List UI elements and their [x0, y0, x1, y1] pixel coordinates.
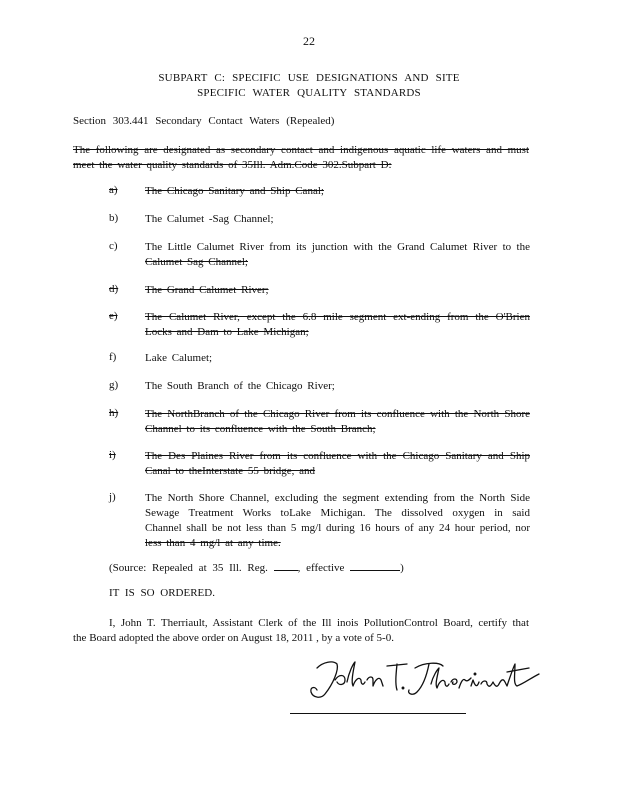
item-d-label: d)	[109, 283, 119, 295]
source-middle: , effective	[297, 562, 345, 574]
subpart-heading-line-2: SPECIFIC WATER QUALITY STANDARDS	[197, 87, 421, 99]
certification-line-2: the Board adopted the above order on August 18, 2011 , by a vote of 5-0.	[73, 632, 394, 644]
item-e-label: e)	[109, 310, 118, 322]
item-j-line-1: The North Shore Channel, excluding the segment extending from the North Side	[145, 492, 530, 504]
item-a-label: a)	[109, 184, 118, 196]
item-j-line-3: Channel shall be not less than 5 mg/l during 16 hours of any 24 hour period, nor	[145, 522, 530, 534]
item-e-line-1: The Calumet River, except the 6.8 mile segment ext-ending from the O'Brien	[145, 311, 530, 323]
item-c-line-1: The Little Calumet River from its junction with the Grand Calumet River to the	[145, 241, 530, 253]
certification-line-1: I, John T. Therriault, Assistant Clerk of the Ill inois PollutionControl Board, certify that	[109, 617, 529, 629]
item-b-text: The Calumet -Sag Channel;	[145, 213, 274, 225]
page-number: 22	[303, 34, 315, 48]
item-c-text	[145, 240, 530, 270]
source-note	[109, 560, 404, 574]
item-c-line-2: Calumet Sag Channel;	[145, 256, 248, 268]
item-g-label: g)	[109, 379, 119, 391]
item-d-text: The Grand Calumet River;	[145, 284, 269, 296]
item-e-text	[145, 310, 530, 340]
item-j-text	[145, 491, 530, 551]
item-c-label: c)	[109, 240, 118, 252]
section-title: Section 303.441 Secondary Contact Waters (Repealed)	[73, 115, 335, 127]
item-h-line-2: Channel to its confluence with the South Branch;	[145, 423, 376, 435]
item-g-text: The South Branch of the Chicago River;	[145, 380, 335, 392]
item-f-text: Lake Calumet;	[145, 352, 213, 364]
order-statement: IT IS SO ORDERED.	[109, 587, 215, 599]
source-blank-register	[274, 560, 298, 571]
item-i-text	[145, 449, 530, 479]
item-h-text	[145, 407, 530, 437]
subpart-heading-line-1: SUBPART C: SPECIFIC USE DESIGNATIONS AND SITE	[158, 72, 460, 84]
item-f-label: f)	[109, 351, 117, 363]
item-b-label: b)	[109, 212, 119, 224]
item-h-line-1: The NorthBranch of the Chicago River from its confluence with the North Shore	[145, 408, 530, 420]
source-blank-effective	[350, 560, 400, 571]
signature-line	[290, 713, 466, 714]
handwritten-signature	[303, 654, 543, 702]
intro-paragraph	[73, 143, 529, 173]
intro-line-1: The following are designated as secondary contact and indigenous aquatic life waters and must	[73, 144, 529, 156]
item-h-label: h)	[109, 407, 119, 419]
item-a-text: The Chicago Sanitary and Ship Canal;	[145, 185, 324, 197]
item-i-line-2: Canal to theInterstate 55 bridge, and	[145, 465, 316, 477]
certification-paragraph	[73, 616, 529, 646]
item-e-line-2: Locks and Dam to Lake Michigan;	[145, 326, 309, 338]
source-prefix: (Source: Repealed at 35 Ill. Reg.	[109, 562, 268, 574]
intro-line-2: meet the water quality standards of 35Ill. Adm.Code 302.Subpart D:	[73, 159, 392, 171]
item-i-label: i)	[109, 449, 116, 461]
item-i-line-1: The Des Plaines River from its confluence with the Chicago Sanitary and Ship	[145, 450, 530, 462]
item-j-line-2: Sewage Treatment Works toLake Michigan. The dissolved oxygen in said	[145, 507, 530, 519]
item-j-line-4: less than 4 mg/l at any time.	[145, 537, 281, 549]
item-j-label: j)	[109, 491, 116, 503]
source-suffix: )	[400, 562, 404, 574]
